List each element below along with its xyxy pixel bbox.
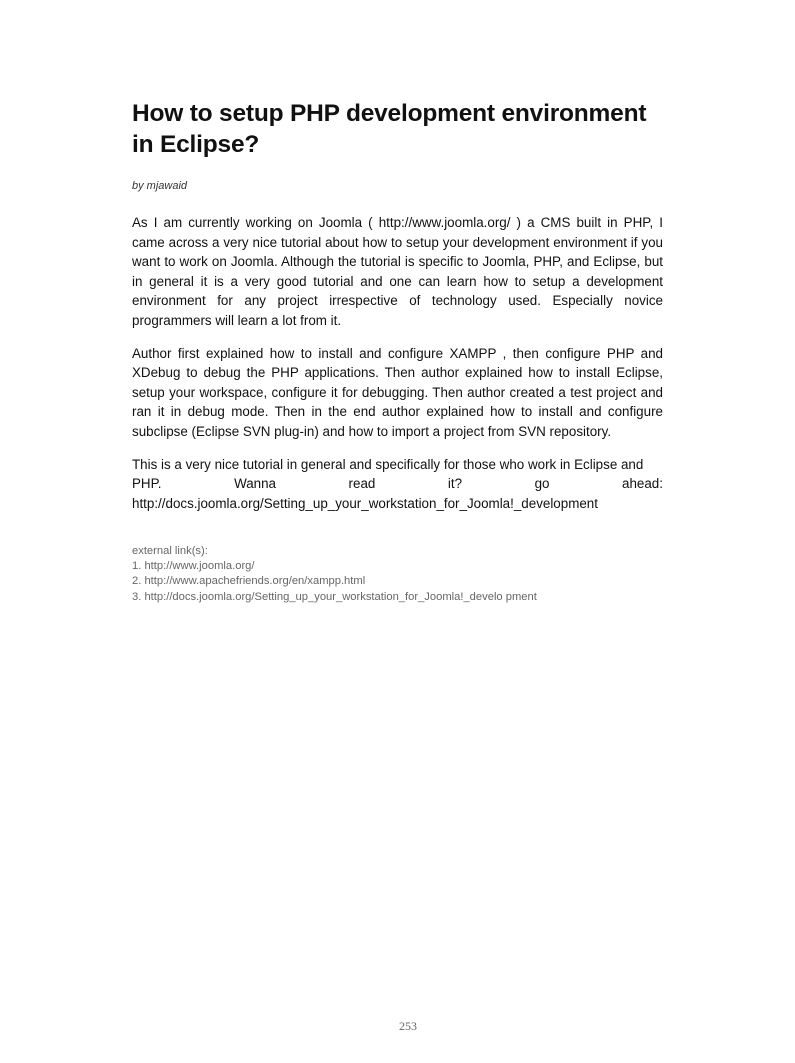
page-number: 253 [399, 1019, 417, 1033]
paragraph-3-line-1: This is a very nice tutorial in general and specifically for those who work in Eclipse and [132, 456, 644, 472]
external-link-3[interactable]: 3. http://docs.joomla.org/Setting_up_your_workstation_for_Joomla!_develo pment [132, 590, 537, 603]
paragraph-3-word: Wanna [234, 476, 276, 491]
article-paragraph-3 [132, 455, 663, 514]
article-byline: by mjawaid [132, 180, 188, 192]
article-title-line-2: in Eclipse? [132, 131, 260, 158]
external-link-2[interactable]: 2. http://www.apachefriends.org/en/xampp.html [132, 575, 366, 588]
external-link-1[interactable]: 1. http://www.joomla.org/ [132, 560, 255, 573]
article-title [132, 98, 663, 160]
tutorial-url: http://docs.joomla.org/Setting_up_your_workstation_for_Joomla!_development [132, 495, 598, 511]
article-paragraph-2: Author first explained how to install and configure XAMPP , then configure PHP and XDebug to debug the PHP applications. Then author explained how to install Eclipse, setup your workspace, configure it for debugging. Then author created a test project and ran it in debug mode. Then in the end author explained how to install and configure subclipse (Eclipse SVN plug-in) and how to import a project from SVN repository. [132, 345, 663, 439]
paragraph-3-word: PHP. [132, 476, 162, 491]
article-paragraph-1: As I am currently working on Joomla ( http://www.joomla.org/ ) a CMS built in PHP, I came across a very nice tutorial about how to setup your development environment if you want to work on Joomla. Although the tutorial is specific to Joomla, PHP, and Eclipse, but in general it is a very good tutorial and one can learn how to setup a development environment for any project irrespective of technology used. Especially novice programmers will learn a lot from it. [132, 215, 663, 328]
paragraph-3-word: ahead: [622, 476, 663, 491]
external-links [132, 544, 663, 605]
article [132, 98, 663, 605]
paragraph-3-line-2 [132, 474, 663, 494]
article-title-line-1: How to setup PHP development environment [132, 100, 647, 127]
paragraph-3-word: it? [447, 476, 463, 491]
paragraph-3-word: read [348, 476, 376, 491]
paragraph-3-word: go [534, 476, 550, 491]
external-links-heading: external link(s): [132, 545, 208, 557]
